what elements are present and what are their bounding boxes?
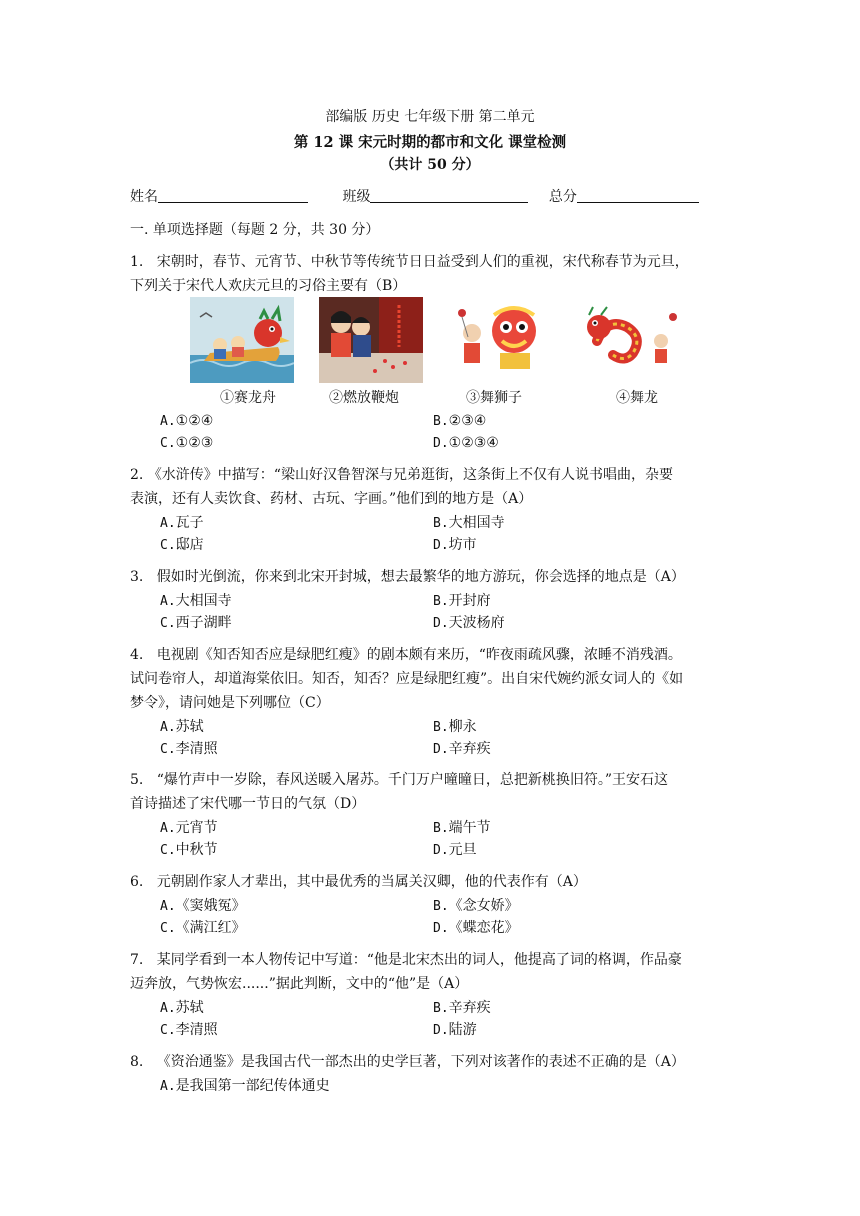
option-a[interactable]: A.《窦娥冤》 bbox=[160, 898, 246, 914]
question-text: 假如时光倒流，你来到北宋开封城，想去最繁华的地方游玩，你会选择的地点是（A） bbox=[156, 569, 685, 585]
question-text-cont: 下列关于宋代人欢庆元旦的习俗主要有（B） bbox=[130, 278, 407, 294]
question-6 bbox=[130, 870, 730, 938]
option-c[interactable]: C.中秋节 bbox=[160, 842, 218, 858]
header-subtitle: 部编版 历史 七年级下册 第二单元 bbox=[325, 109, 535, 125]
picture-caption-3: ③舞狮子 bbox=[466, 390, 522, 406]
question-number: 2. bbox=[130, 467, 144, 483]
picture-caption-2: ②燃放鞭炮 bbox=[329, 390, 399, 406]
class-label: 班级 bbox=[342, 189, 371, 205]
question-4 bbox=[130, 643, 730, 759]
option-a[interactable]: A.瓦子 bbox=[160, 515, 204, 531]
question-7 bbox=[130, 948, 730, 1040]
option-b[interactable]: B.《念女娇》 bbox=[433, 898, 519, 914]
option-d[interactable]: D.辛弃疾 bbox=[433, 741, 491, 757]
page-title: 第 12 课 宋元时期的都市和文化 课堂检测 bbox=[293, 134, 567, 151]
question-1 bbox=[130, 250, 730, 298]
student-info-row bbox=[130, 186, 699, 206]
option-a[interactable]: A.大相国寺 bbox=[160, 593, 232, 609]
question-text-cont: 试问卷帘人，却道海棠依旧。知否，知否？应是绿肥红瘦”。出自宋代婉约派女词人的《如 bbox=[130, 671, 684, 687]
option-b[interactable]: B.辛弃疾 bbox=[433, 1000, 491, 1016]
question-number: 5. bbox=[130, 772, 144, 788]
question-8 bbox=[130, 1050, 730, 1098]
option-c[interactable]: C.西子湖畔 bbox=[160, 615, 232, 631]
option-d[interactable]: D.《蝶恋花》 bbox=[433, 920, 519, 936]
option-b[interactable]: B.柳永 bbox=[433, 719, 477, 735]
question-text: 《水浒传》中描写：“梁山好汉鲁智深与兄弟逛街，这条街上不仅有人说书唱曲，杂要 bbox=[147, 467, 673, 483]
question-number: 3. bbox=[130, 569, 144, 585]
option-d[interactable]: D.陆游 bbox=[433, 1022, 477, 1038]
option-c[interactable]: C.李清照 bbox=[160, 1022, 218, 1038]
question-1-options bbox=[130, 409, 730, 453]
option-d[interactable]: D.天波杨府 bbox=[433, 615, 505, 631]
firecrackers-picture bbox=[319, 297, 423, 383]
option-c[interactable]: C.李清照 bbox=[160, 741, 218, 757]
question-number: 1. bbox=[130, 254, 144, 270]
question-number: 6. bbox=[130, 874, 144, 890]
festival-pictures bbox=[190, 297, 710, 407]
question-text: “爆竹声中一岁除，春风送暖入屠苏。千门万户曈曈日，总把新桃换旧符。”王安石这 bbox=[156, 772, 669, 788]
question-text: 电视剧《知否知否应是绿肥红瘦》的剧本颇有来历，“昨夜雨疏风骤，浓睡不消残酒。 bbox=[156, 647, 682, 663]
question-text-cont: 表演，还有人卖饮食、药材、古玩、字画。”他们到的地方是（A） bbox=[130, 491, 533, 507]
class-blank[interactable] bbox=[370, 188, 528, 203]
option-b[interactable]: B.端午节 bbox=[433, 820, 491, 836]
total-score-note: （共计 50 分） bbox=[380, 157, 480, 173]
picture-caption-4: ④舞龙 bbox=[616, 390, 658, 406]
question-2 bbox=[130, 463, 730, 555]
question-5 bbox=[130, 768, 730, 860]
option-d[interactable]: D.①②③④ bbox=[433, 435, 499, 451]
score-blank[interactable] bbox=[577, 188, 699, 203]
question-text-cont: 首诗描述了宋代哪一节日的气氛（D） bbox=[130, 796, 366, 812]
name-blank[interactable] bbox=[158, 188, 308, 203]
picture-caption-1: ①赛龙舟 bbox=[220, 390, 276, 406]
section-title: 一. 单项选择题（每题 2 分，共 30 分） bbox=[130, 222, 380, 238]
option-c[interactable]: C.邸店 bbox=[160, 537, 204, 553]
question-3 bbox=[130, 565, 730, 633]
option-d[interactable]: D.元旦 bbox=[433, 842, 477, 858]
dragon-boat-picture bbox=[190, 297, 294, 383]
option-a[interactable]: A.①②④ bbox=[160, 413, 214, 429]
question-number: 7. bbox=[130, 952, 144, 968]
option-b[interactable]: B.开封府 bbox=[433, 593, 491, 609]
question-text-cont: 梦令》，请问她是下列哪位（C） bbox=[130, 695, 330, 711]
question-text: 宋朝时，春节、元宵节、中秋节等传统节日日益受到人们的重视，宋代称春节为元旦， bbox=[156, 254, 689, 270]
option-a[interactable]: A.苏轼 bbox=[160, 719, 204, 735]
question-text: 《资治通鉴》是我国古代一部杰出的史学巨著，下列对该著作的表述不正确的是（A） bbox=[156, 1054, 685, 1070]
option-c[interactable]: C.《满江红》 bbox=[160, 920, 246, 936]
option-a[interactable]: A.元宵节 bbox=[160, 820, 218, 836]
option-d[interactable]: D.坊市 bbox=[433, 537, 477, 553]
question-text: 元朝剧作家人才辈出，其中最优秀的当属关汉卿，他的代表作有（A） bbox=[156, 874, 587, 890]
question-number: 8. bbox=[130, 1054, 144, 1070]
name-label: 姓名 bbox=[130, 189, 158, 205]
question-text-cont: 迈奔放，气势恢宏......”据此判断，文中的“他”是（A） bbox=[130, 976, 469, 992]
option-b[interactable]: B.大相国寺 bbox=[433, 515, 505, 531]
lion-dance-picture bbox=[448, 297, 552, 383]
question-number: 4. bbox=[130, 647, 144, 663]
option-b[interactable]: B.②③④ bbox=[433, 413, 487, 429]
dragon-dance-picture bbox=[577, 297, 681, 383]
question-text: 某同学看到一本人物传记中写道：“他是北宋杰出的词人，他提高了词的格调，作品豪 bbox=[156, 952, 682, 968]
option-a[interactable]: A.苏轼 bbox=[160, 1000, 204, 1016]
option-c[interactable]: C.①②③ bbox=[160, 435, 214, 451]
option-a[interactable]: A.是我国第一部纪传体通史 bbox=[160, 1078, 330, 1094]
score-label: 总分 bbox=[548, 189, 577, 205]
